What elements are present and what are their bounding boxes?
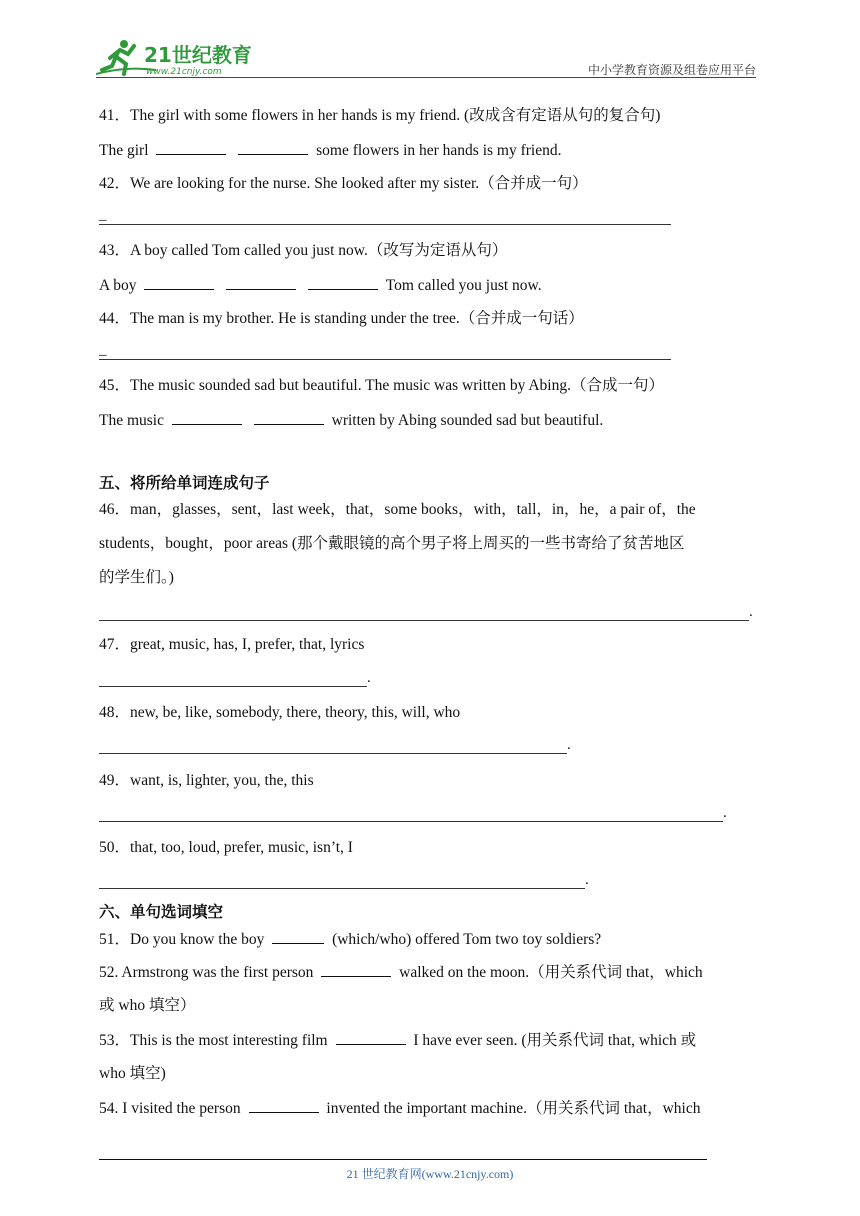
q52-line-2: 或 who 填空） [99,997,196,1014]
q42-answer-line[interactable] [99,224,671,225]
q51-blank[interactable] [272,929,324,944]
q43-blank-2[interactable] [226,275,296,290]
q43-blank-3[interactable] [308,275,378,290]
q41-text: 41．The girl with some flowers in her hands is my friend. (改成含有定语从句的复合句) [99,107,661,124]
q51-line [99,929,601,950]
logo-text: 21世纪教育 [144,43,252,67]
q44-text: 44．The man is my brother. He is standing under the tree.（合并成一句话） [99,310,584,327]
q43-answer-line [99,275,542,296]
q51-pre: 51．Do you know the boy [99,931,265,948]
section-6-title: 六、单句选词填空 [99,903,224,921]
q53-line-2: who 填空) [99,1065,166,1082]
q45-text: 45．The music sounded sad but beautiful. The music was written by Abing.（合成一句） [99,377,664,394]
q49-period: . [723,805,727,821]
q52-pre: 52. Armstrong was the first person [99,964,314,981]
q41-answer-line [99,140,562,161]
q45-pre: The music [99,412,164,429]
q47-answer-line[interactable] [99,686,367,687]
q54-pre: 54. I visited the person [99,1100,241,1117]
q47-period: . [367,670,371,686]
q54-post: invented the important machine.（用关系代词 that，which [326,1100,701,1117]
q49-answer-line[interactable] [99,821,723,822]
q52-post: walked on the moon.（用关系代词 that，which [399,964,703,981]
q49-text: 49．want, is, lighter, you, the, this [99,772,314,789]
q43-blank-1[interactable] [144,275,214,290]
q42-text: 42．We are looking for the nurse. She looked after my sister.（合并成一句） [99,175,588,192]
q42-lead: _ [99,207,107,223]
q53-blank[interactable] [336,1030,406,1045]
q53-line-1 [99,1030,696,1051]
q46-line-3: 的学生们。) [99,569,174,586]
q41-post: some flowers in her hands is my friend. [316,142,562,159]
logo-url: www.21cnjy.com [146,67,222,77]
footer-text: 21 世纪教育网(www.21cnjy.com) [346,1167,514,1181]
q44-lead: _ [99,342,107,358]
q44-answer-line[interactable] [99,359,671,360]
q41-blank-2[interactable] [238,140,308,155]
q47-text: 47．great, music, has, I, prefer, that, lyrics [99,636,365,653]
q53-post: I have ever seen. (用关系代词 that, which 或 [413,1032,697,1049]
q45-blank-1[interactable] [172,410,242,425]
site-logo [96,36,266,78]
q54-line-1 [99,1098,700,1119]
section-5-title: 五、将所给单词连成句子 [99,474,270,492]
q52-blank[interactable] [321,962,391,977]
q48-answer-line[interactable] [99,753,567,754]
q41-pre: The girl [99,142,149,159]
q46-period: . [749,604,753,620]
q51-post: (which/who) offered Tom two toy soldiers? [332,931,602,948]
q54-blank[interactable] [249,1098,319,1113]
header-divider [96,77,756,78]
q50-answer-line[interactable] [99,888,585,889]
q52-line-1 [99,962,703,983]
q43-pre: A boy [99,277,137,294]
q48-period: . [567,737,571,753]
q43-text: 43．A boy called Tom called you just now.（改写为定语从句） [99,242,508,259]
q46-line-2: students，bought，poor areas (那个戴眼镜的高个男子将上周买的一些书寄给了贫苦地区 [99,535,685,552]
q48-text: 48．new, be, like, somebody, there, theory, this, will, who [99,704,461,721]
q45-post: written by Abing sounded sad but beautiful. [331,412,604,429]
q50-period: . [585,872,589,888]
q43-post: Tom called you just now. [385,277,542,294]
q46-answer-line[interactable] [99,620,749,621]
q53-pre: 53．This is the most interesting film [99,1032,328,1049]
q45-blank-2[interactable] [254,410,324,425]
q45-answer-line [99,410,603,431]
q46-line-1: 46．man，glasses，sent，last week，that，some books，with，tall，in，he，a pair of，the [99,501,696,518]
header-platform-text: 中小学教育资源及组卷应用平台 [587,63,756,77]
q41-blank-1[interactable] [156,140,226,155]
footer-divider [99,1159,707,1160]
q50-text: 50．that, too, loud, prefer, music, isn’t, I [99,839,353,856]
